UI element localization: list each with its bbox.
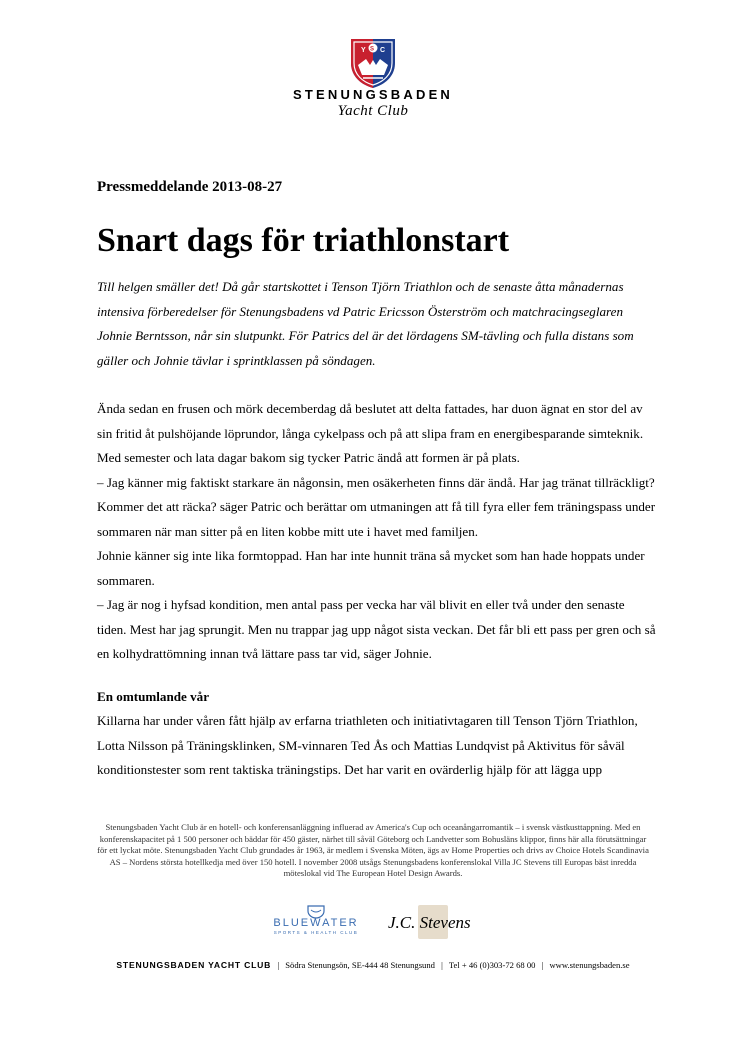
bluewater-name: BLUEWATER	[273, 917, 359, 929]
svg-text:Y: Y	[361, 47, 366, 54]
body-paragraph: – Jag är nog i hyfsad kondition, men antal pass per vecka har väl blivit en eller två under den senaste tiden. Mest har jag sprungit. Men nu trappar jag upp något sista veckan. Det får bli ett pass per gren och så en kolhydrattömning innan två lättare pass tar vid, säger Johnie.	[97, 597, 656, 661]
jc-stevens-logo	[388, 905, 483, 945]
brand-subtitle: Yacht Club	[337, 103, 409, 119]
footer-phone: Tel + 46 (0)303-72 68 00	[448, 960, 536, 970]
body-paragraph: Johnie känner sig inte lika formtoppad. Han har inte hunnit träna så mycket som han hade hoppats under sommaren.	[97, 548, 645, 588]
footer-brand: STENUNGSBADEN YACHT CLUB	[116, 960, 272, 970]
brand-name: STENUNGSBADEN	[292, 87, 454, 102]
section-paragraph: Killarna har under våren fått hjälp av erfarna triathleten och initiativtagaren till Tenson Tjörn Triathlon, Lotta Nilsson på Träningsklinken, SM-vinnaren Ted Ås och Mattias Lundqvist på Aktivitus för såväl konditionstester som rent taktiska träningstips. Det har varit en ovärderlig hjälp för att lägga upp	[97, 713, 638, 777]
partner-logos	[0, 905, 746, 945]
press-release-content	[97, 177, 657, 783]
press-date-line: Pressmeddelande 2013-08-27	[97, 179, 283, 195]
lede-paragraph: Till helgen smäller det! Då går startskottet i Tenson Tjörn Triathlon och de senaste åtta månadernas intensiva förberedelser för Stenungsbadens vd Patric Ericsson Österström och matchracingseglaren Johnie Berntsson, når sin slutpunkt. För Patrics del är det lördagens SM-tävling och fulla distans som gäller och Johnie tävlar i sprintklassen på söndagen.	[97, 279, 634, 368]
footer-separator: |	[441, 960, 443, 970]
section-heading: En omtumlande vår	[97, 688, 210, 704]
headline: Snart dags för triathlonstart	[97, 222, 510, 259]
body-paragraph: – Jag känner mig faktiskt starkare än någonsin, men osäkerheten finns där ändå. Har jag tränat tillräckligt? Kommer det att räcka? säger Patric och berättar om utmaningen att få till fyra eller fem träningspass under sommaren när man sitter på en liten kobbe mitt ute i havet med familjen.	[97, 474, 656, 539]
bluewater-logo	[268, 905, 364, 941]
footer-separator: |	[541, 960, 544, 970]
jc-stevens-name: J.C. Stevens	[388, 913, 471, 932]
svg-text:C: C	[380, 47, 386, 54]
bluewater-tagline: SPORTS & HEALTH CLUB	[273, 930, 359, 935]
footer	[0, 960, 746, 970]
company-description: Stenungsbaden Yacht Club är en hotell- och konferensanläggning influerad av America's Cup och oceanångarromantik – i svensk västkusttappning. Med en konferenskapacitet på 1 500 personer och bäddar för 450 gäster, närhet till såväl Göteborg och Landvetter som Bohusläns klippor, finns här alla förutsättningar för ett lyckat möte. Stenungsbaden Yacht Club grundades år 1963, är medlem i Svenska Möten, ägs av Home Properties och drivs av Choice Hotels Scandinavia AS – Nordens största hotellkedja med över 150 hotell. I november 2008 utsågs Stenungsbadens konferenslokal Villa JC Stevens till Europas bäst inredda möteslokal vid The European Hotel Design Awards.	[97, 822, 649, 879]
body-text	[97, 397, 657, 667]
yacht-club-crest-icon	[348, 35, 398, 89]
svg-text:S: S	[370, 46, 375, 53]
footer-website-link[interactable]: www.stenungsbaden.se	[549, 960, 630, 970]
body-paragraph: Ända sedan en frusen och mörk decemberdag då beslutet att delta fattades, har duon ägnat en stor del av sin fritid åt pulshöjande löprundor, långa cykelpass och på att slipa fram en energibesparande simteknik. Med semester och lata dagar bakom sig tycker Patric ändå att formen är på plats.	[97, 401, 644, 465]
footer-separator: |	[277, 960, 280, 970]
footer-address: Södra Stenungsön, SE-444 48 Stenungsund	[285, 960, 435, 970]
